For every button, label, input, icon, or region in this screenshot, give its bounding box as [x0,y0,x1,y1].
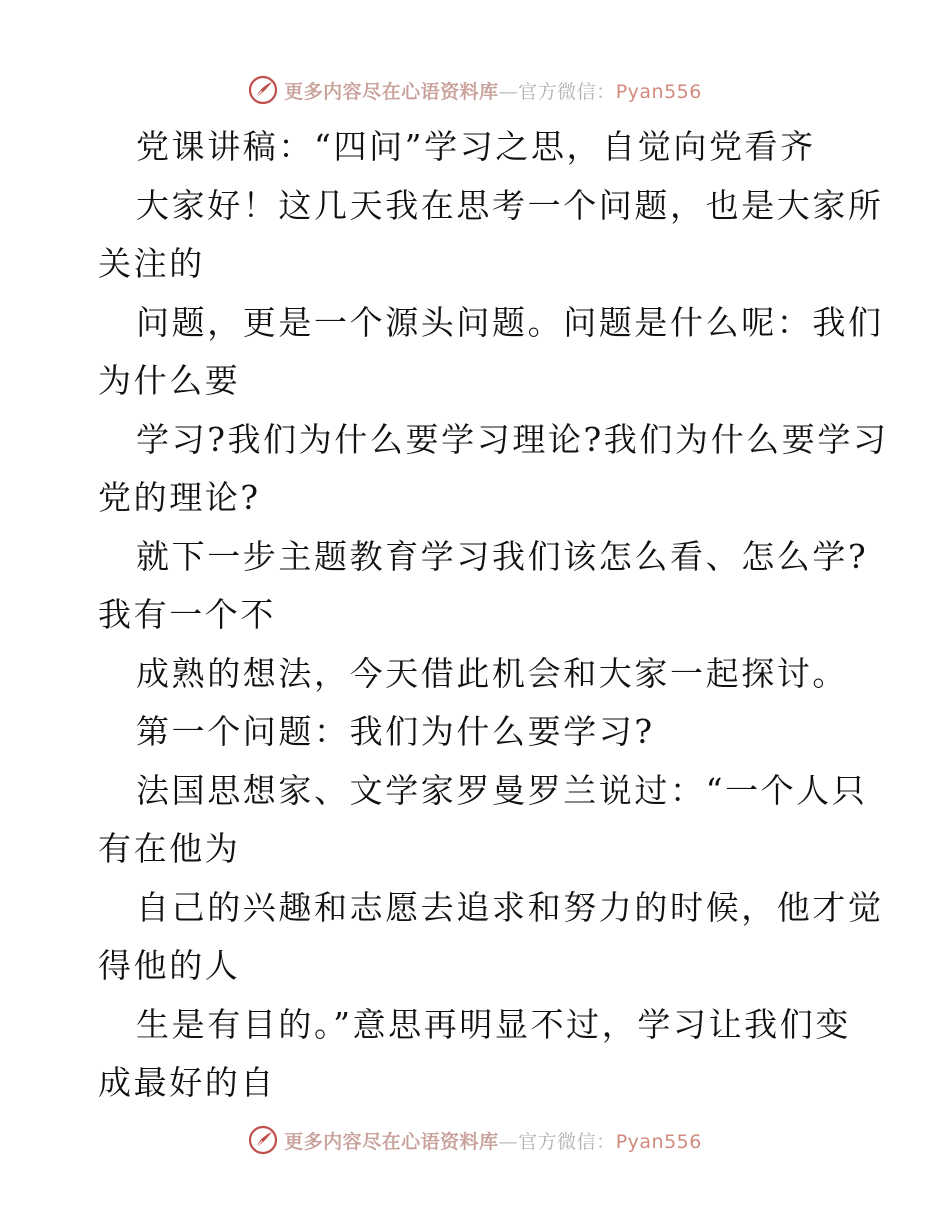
watermark-site: 更多内容尽在心语资料库 [284,80,499,103]
paragraph-line: 成最好的自 [98,1063,276,1102]
watermark-site: 更多内容尽在心语资料库 [284,1130,499,1153]
paragraph-line: 就下一步主题教育学习我们该怎么看、怎么学? [136,537,869,576]
paragraph-line: 有在他为 [98,829,241,868]
watermark-official: 官方微信： [518,1130,616,1153]
section-heading: 第一个问题：我们为什么要学习? [136,712,655,751]
paragraph-line: 大家好！这几天我在思考一个问题，也是大家所 [136,186,884,225]
paragraph-line: 为什么要 [98,361,241,400]
paragraph-line: 法国思想家、文学家罗曼罗兰说过：“一个人只 [136,771,868,810]
paragraph-line: 我有一个不 [98,595,276,634]
header-watermark [0,70,950,110]
watermark-official: 官方微信： [518,80,616,103]
paragraph-line: 生是有目的。”意思再明显不过，学习让我们变 [136,1005,851,1044]
watermark-handle: Pyan556 [615,1130,702,1153]
document-title: 党课讲稿：“四问”学习之思，自觉向党看齐 [136,127,816,166]
paragraph-line: 学习?我们为什么要学习理论?我们为什么要学习 [136,420,889,459]
watermark-text [284,1127,702,1154]
paragraph-line: 自己的兴趣和志愿去追求和努力的时候，他才觉 [136,888,884,927]
quill-pen-logo-icon [248,1125,278,1155]
paragraph-line: 得他的人 [98,946,241,985]
footer-watermark [0,1120,950,1160]
paragraph-line: 成熟的想法，今天借此机会和大家一起探讨。 [136,654,848,693]
watermark-separator: — [498,1130,519,1153]
paragraph-line: 关注的 [98,244,205,283]
watermark-text [284,77,702,104]
paragraph-line: 党的理论? [98,478,261,517]
paragraph-line: 问题，更是一个源头问题。问题是什么呢：我们 [136,303,884,342]
watermark-handle: Pyan556 [615,80,702,103]
quill-pen-logo-icon [248,75,278,105]
watermark-separator: — [498,80,519,103]
